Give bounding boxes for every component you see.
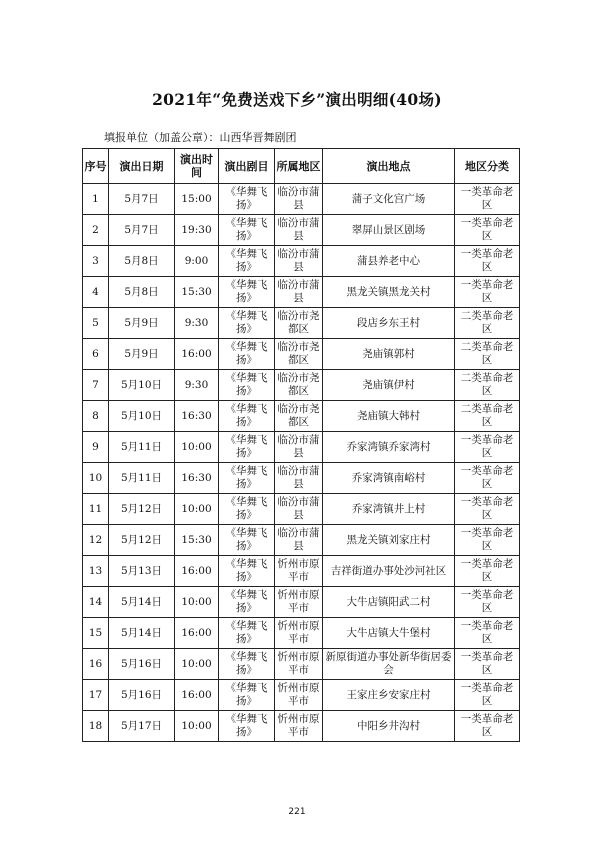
cell-time: 15:30 — [175, 277, 219, 308]
cell-venue: 尧庙镇大韩村 — [323, 401, 455, 432]
cell-region: 临汾市蒲县 — [275, 246, 323, 277]
table-row — [83, 618, 520, 649]
cell-region: 忻州市原平市 — [275, 649, 323, 680]
cell-category: 一类革命老区 — [455, 494, 520, 525]
cell-date: 5月12日 — [109, 494, 175, 525]
cell-date: 5月14日 — [109, 618, 175, 649]
cell-time: 16:00 — [175, 339, 219, 370]
cell-time: 10:00 — [175, 649, 219, 680]
table-row — [83, 463, 520, 494]
cell-date: 5月9日 — [109, 339, 175, 370]
cell-category: 一类革命老区 — [455, 432, 520, 463]
cell-venue: 尧庙镇郭村 — [323, 339, 455, 370]
cell-program: 《华舞飞扬》 — [219, 680, 275, 711]
cell-date: 5月11日 — [109, 432, 175, 463]
cell-region: 临汾市尧都区 — [275, 339, 323, 370]
cell-index: 14 — [83, 587, 109, 618]
cell-time: 9:30 — [175, 308, 219, 339]
table-row — [83, 184, 520, 215]
cell-time: 10:00 — [175, 711, 219, 742]
cell-date: 5月13日 — [109, 556, 175, 587]
cell-venue: 黑龙关镇刘家庄村 — [323, 525, 455, 556]
cell-category: 一类革命老区 — [455, 711, 520, 742]
cell-program: 《华舞飞扬》 — [219, 525, 275, 556]
table-row — [83, 649, 520, 680]
table-row — [83, 711, 520, 742]
cell-venue: 吉祥街道办事处沙河社区 — [323, 556, 455, 587]
cell-time: 10:00 — [175, 587, 219, 618]
cell-category: 一类革命老区 — [455, 184, 520, 215]
cell-index: 16 — [83, 649, 109, 680]
cell-program: 《华舞飞扬》 — [219, 370, 275, 401]
cell-time: 15:00 — [175, 184, 219, 215]
cell-venue: 段店乡东王村 — [323, 308, 455, 339]
cell-region: 忻州市原平市 — [275, 587, 323, 618]
cell-venue: 乔家湾镇乔家湾村 — [323, 432, 455, 463]
cell-program: 《华舞飞扬》 — [219, 556, 275, 587]
cell-region: 临汾市尧都区 — [275, 401, 323, 432]
cell-venue: 大牛店镇阳武二村 — [323, 587, 455, 618]
cell-category: 二类革命老区 — [455, 308, 520, 339]
cell-date: 5月16日 — [109, 649, 175, 680]
cell-venue: 蒲县养老中心 — [323, 246, 455, 277]
cell-region: 忻州市原平市 — [275, 680, 323, 711]
cell-program: 《华舞飞扬》 — [219, 432, 275, 463]
cell-index: 7 — [83, 370, 109, 401]
col-header-region: 所属地区 — [275, 149, 323, 184]
cell-venue: 新原街道办事处新华街居委会 — [323, 649, 455, 680]
cell-program: 《华舞飞扬》 — [219, 339, 275, 370]
cell-time: 9:30 — [175, 370, 219, 401]
cell-category: 一类革命老区 — [455, 246, 520, 277]
cell-index: 13 — [83, 556, 109, 587]
col-header-venue: 演出地点 — [323, 149, 455, 184]
cell-time: 9:00 — [175, 246, 219, 277]
cell-date: 5月12日 — [109, 525, 175, 556]
page-number: 221 — [288, 807, 306, 817]
cell-category: 二类革命老区 — [455, 339, 520, 370]
cell-time: 10:00 — [175, 432, 219, 463]
cell-time: 10:00 — [175, 494, 219, 525]
cell-program: 《华舞飞扬》 — [219, 649, 275, 680]
cell-program: 《华舞飞扬》 — [219, 463, 275, 494]
cell-region: 临汾市蒲县 — [275, 215, 323, 246]
cell-program: 《华舞飞扬》 — [219, 277, 275, 308]
cell-index: 6 — [83, 339, 109, 370]
cell-program: 《华舞飞扬》 — [219, 618, 275, 649]
table-row — [83, 215, 520, 246]
cell-category: 一类革命老区 — [455, 680, 520, 711]
table-row — [83, 525, 520, 556]
cell-program: 《华舞飞扬》 — [219, 184, 275, 215]
cell-region: 临汾市尧都区 — [275, 308, 323, 339]
cell-venue: 尧庙镇伊村 — [323, 370, 455, 401]
cell-region: 临汾市蒲县 — [275, 432, 323, 463]
cell-time: 16:00 — [175, 556, 219, 587]
cell-index: 11 — [83, 494, 109, 525]
table-row — [83, 587, 520, 618]
cell-program: 《华舞飞扬》 — [219, 401, 275, 432]
table-row — [83, 370, 520, 401]
cell-time: 19:30 — [175, 215, 219, 246]
cell-index: 8 — [83, 401, 109, 432]
cell-time: 15:30 — [175, 525, 219, 556]
col-header-index: 序号 — [83, 149, 109, 184]
cell-index: 10 — [83, 463, 109, 494]
cell-date: 5月7日 — [109, 215, 175, 246]
cell-category: 二类革命老区 — [455, 401, 520, 432]
cell-category: 一类革命老区 — [455, 277, 520, 308]
cell-region: 临汾市蒲县 — [275, 277, 323, 308]
cell-time: 16:00 — [175, 680, 219, 711]
reporting-unit: 填报单位（加盖公章）：山西华晋舞剧团 — [104, 131, 297, 144]
cell-date: 5月11日 — [109, 463, 175, 494]
table-row — [83, 339, 520, 370]
cell-program: 《华舞飞扬》 — [219, 246, 275, 277]
cell-venue: 大牛店镇大牛堡村 — [323, 618, 455, 649]
cell-index: 17 — [83, 680, 109, 711]
cell-program: 《华舞飞扬》 — [219, 587, 275, 618]
cell-category: 一类革命老区 — [455, 215, 520, 246]
cell-category: 一类革命老区 — [455, 463, 520, 494]
cell-date: 5月10日 — [109, 370, 175, 401]
cell-venue: 中阳乡井沟村 — [323, 711, 455, 742]
table-body — [83, 184, 520, 742]
table-row — [83, 308, 520, 339]
cell-time: 16:30 — [175, 401, 219, 432]
cell-region: 忻州市原平市 — [275, 711, 323, 742]
table-header-row — [83, 149, 520, 184]
cell-category: 一类革命老区 — [455, 556, 520, 587]
cell-venue: 蒲子文化宫广场 — [323, 184, 455, 215]
cell-program: 《华舞飞扬》 — [219, 494, 275, 525]
performance-table — [82, 148, 520, 742]
col-header-date: 演出日期 — [109, 149, 175, 184]
cell-index: 9 — [83, 432, 109, 463]
cell-index: 5 — [83, 308, 109, 339]
cell-region: 临汾市蒲县 — [275, 494, 323, 525]
table-row — [83, 494, 520, 525]
table-row — [83, 432, 520, 463]
cell-region: 临汾市蒲县 — [275, 525, 323, 556]
cell-time: 16:30 — [175, 463, 219, 494]
cell-date: 5月17日 — [109, 711, 175, 742]
cell-date: 5月8日 — [109, 246, 175, 277]
col-header-program: 演出剧目 — [219, 149, 275, 184]
cell-region: 临汾市蒲县 — [275, 184, 323, 215]
cell-date: 5月9日 — [109, 308, 175, 339]
col-header-category: 地区分类 — [455, 149, 520, 184]
cell-program: 《华舞飞扬》 — [219, 711, 275, 742]
cell-venue: 翠屏山景区剧场 — [323, 215, 455, 246]
cell-region: 忻州市原平市 — [275, 618, 323, 649]
cell-program: 《华舞飞扬》 — [219, 308, 275, 339]
cell-venue: 乔家湾镇井上村 — [323, 494, 455, 525]
cell-index: 3 — [83, 246, 109, 277]
cell-program: 《华舞飞扬》 — [219, 215, 275, 246]
cell-date: 5月8日 — [109, 277, 175, 308]
cell-index: 18 — [83, 711, 109, 742]
cell-category: 一类革命老区 — [455, 618, 520, 649]
cell-time: 16:00 — [175, 618, 219, 649]
cell-region: 临汾市尧都区 — [275, 370, 323, 401]
cell-date: 5月14日 — [109, 587, 175, 618]
cell-category: 一类革命老区 — [455, 649, 520, 680]
cell-date: 5月7日 — [109, 184, 175, 215]
cell-category: 二类革命老区 — [455, 370, 520, 401]
cell-date: 5月10日 — [109, 401, 175, 432]
cell-venue: 乔家湾镇南峪村 — [323, 463, 455, 494]
cell-index: 12 — [83, 525, 109, 556]
table-row — [83, 246, 520, 277]
table-row — [83, 277, 520, 308]
cell-index: 1 — [83, 184, 109, 215]
cell-venue: 王家庄乡安家庄村 — [323, 680, 455, 711]
cell-category: 一类革命老区 — [455, 525, 520, 556]
cell-region: 临汾市蒲县 — [275, 463, 323, 494]
cell-date: 5月16日 — [109, 680, 175, 711]
table-row — [83, 680, 520, 711]
cell-index: 2 — [83, 215, 109, 246]
cell-index: 15 — [83, 618, 109, 649]
col-header-time: 演出时间 — [175, 149, 219, 184]
table-row — [83, 556, 520, 587]
cell-venue: 黑龙关镇黑龙关村 — [323, 277, 455, 308]
cell-index: 4 — [83, 277, 109, 308]
cell-category: 一类革命老区 — [455, 587, 520, 618]
page-title: 2021年“免费送戏下乡”演出明细(40场) — [152, 90, 442, 109]
table-row — [83, 401, 520, 432]
cell-region: 忻州市原平市 — [275, 556, 323, 587]
